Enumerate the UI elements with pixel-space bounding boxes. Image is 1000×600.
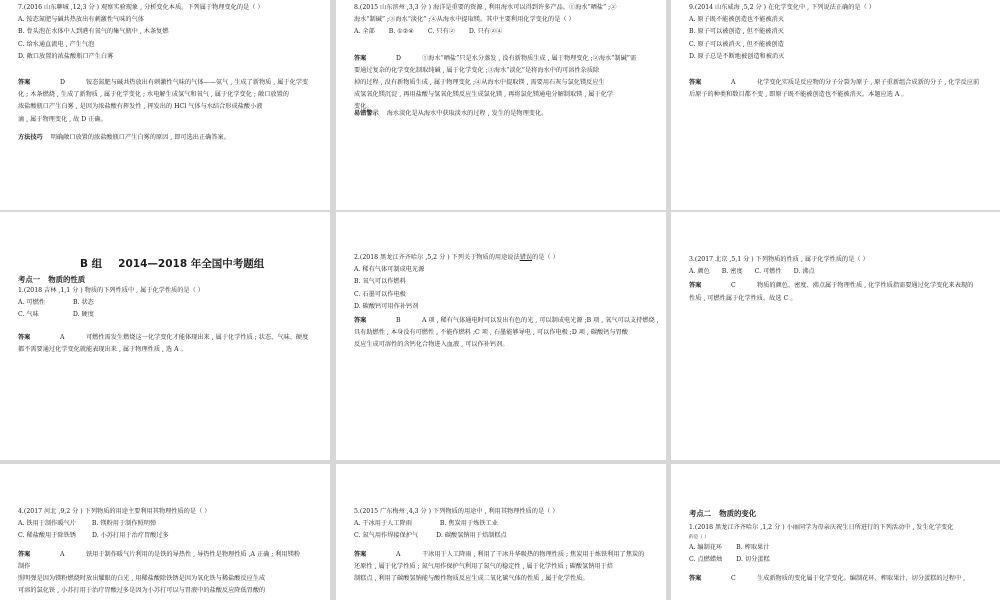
option-d: D. 碳酸氢钠用于焙制糕点 <box>436 532 507 540</box>
answer-line: 后原子的种类和数目都不变 , 即原子既不能被创造也不能被消灭。本题应选 A 。 <box>689 91 908 99</box>
answer-line: 浓盐酸瓶口产生白雾 , 是因为浓盐酸有挥发性 , 挥发出的 HCl 气体与水结合形成盐酸小液 <box>18 103 263 111</box>
answer-label: 答案 <box>689 282 702 290</box>
options-row <box>18 518 314 530</box>
options-row <box>18 530 314 542</box>
option-b: B. 镁粉用于制作照明弹 <box>91 520 157 528</box>
page-3[interactable] <box>671 0 1000 210</box>
page-2[interactable] <box>336 0 666 210</box>
answer-text: 化学变化实质是反应物的分子分裂为原子 , 原子重新组合成新的分子 , 化学反应前 <box>757 79 980 87</box>
section-number: 考点二 <box>689 509 712 518</box>
option-b: B. 状态 <box>72 299 94 307</box>
options-row <box>354 518 650 530</box>
answer-line: 变化。 <box>354 103 373 111</box>
question-9: 9.(2014 山东威海 ,5,2 分 ) 在化学变化中 , 下列说法正确的是（ ） <box>689 4 875 11</box>
answer-label: 答案 <box>689 574 702 582</box>
option-c: C. 稀盐酸用于除铁锈 <box>18 532 76 540</box>
option-c: C. 给水通直流电 , 产生气泡 <box>18 40 95 48</box>
option-d: D. 只有②④ <box>468 28 503 36</box>
option-c: C. 氮气用作焊接保护气 <box>354 532 419 540</box>
option-a: A. 原子既不能被创造也不能被消灭 <box>689 16 785 24</box>
answer-block <box>354 53 650 114</box>
answer-line: 具有助燃性 , 本身没有可燃性 , 不能作燃料 ;C 项 , 石墨能够导电 , 可以作电极 ;D 项 , 碳酸钙与胃酸 <box>354 329 628 337</box>
option-c: C. 气味 <box>18 311 39 319</box>
answer-line: 性质 , 可燃性属于化学性质。故选 C 。 <box>689 294 797 302</box>
answer-line: 反应生成可溶性的含钙化合物进入血液 , 可以作补钙剂。 <box>354 341 509 349</box>
answer-text: 铁用于制作暖气片利用的是铁的导热性 , 导热性是物理性质 ,A 正确 ; 利用镁粉 <box>86 550 301 558</box>
option-d: D. 硬度 <box>72 311 94 319</box>
question-4: 4.(2017 河北 ,9,2 分 ) 下列物质的用途主要利用其物理性质的是（ ） <box>18 508 211 515</box>
answer-block <box>689 573 984 585</box>
answer-key: D <box>60 79 65 87</box>
answer-line: 制糕点 , 利用了碳酸氢钠能与酸性物质反应生成二氧化碳气体的性质 , 属于化学性质。 <box>354 575 589 583</box>
option-a: A. 颜色 <box>689 268 710 276</box>
emphasis-word: 错误 <box>519 254 533 261</box>
answer-key: C <box>731 574 736 582</box>
question-1: 1.(2018 吉林 ,1,1 分 ) 物质的下列性质中 , 属于化学性质的是（ ） <box>18 287 204 294</box>
section-name: 物质的性质 <box>48 275 86 284</box>
answer-text: 生成新物质的变化属于化学变化。编制花环、榨取果汁、切分蛋糕的过程中 , <box>757 574 966 582</box>
option-d: D. 碳酸钙可用作补钙剂 <box>354 302 419 310</box>
group-title <box>18 256 314 271</box>
answer-line: 还原性 , 属于化学性质 ; 氮气用作保护气利用了氮气的稳定性 , 属于化学性质 ; 碳酸氢钠用于焙 <box>354 562 613 570</box>
section-heading <box>689 508 984 519</box>
option-c: C. 可燃性 <box>754 268 782 276</box>
option-d: D. 原子总是不断地被创造和被消灭 <box>689 52 785 60</box>
answer-block <box>354 549 650 586</box>
option-d: D. 小苏打用于治疗胃酸过多 <box>91 532 169 540</box>
option-d: D. 沸点 <box>793 268 815 276</box>
option-b: B. 原子可以被创造 , 但不能被消灭 <box>689 28 784 36</box>
tip-label: 易错警示 <box>354 109 379 117</box>
options-row <box>689 542 984 554</box>
answer-label: 答案 <box>18 79 31 87</box>
question-8-cont: 海水“制碱” ;③海水“淡化” ;④从海水中提取镁。其中主要利用化学变化的是（ ） <box>354 16 575 24</box>
section-heading <box>18 274 314 285</box>
option-b: B. 密度 <box>721 268 743 276</box>
method-tip <box>18 132 314 144</box>
question-1: 1.(2018 黑龙江齐齐哈尔 ,1,2 分 ) 小丽同学为母亲庆祝生日所进行的下列活动中 , 发生化学变化 <box>689 524 954 531</box>
page-7[interactable] <box>0 464 330 600</box>
option-a: A. 铁用于制作暖气片 <box>18 520 76 528</box>
question-3: 3.(2017 北京 ,5,1 分 ) 下列物质的性质 , 属于化学性质的是（ ） <box>689 256 869 263</box>
answer-key: A <box>396 550 401 558</box>
answer-line: 可溶的氯化铁 , 小苏打用于治疗胃酸过多是因为小苏打可以与胃液中的盐酸反应降低胃酸的 <box>18 587 266 595</box>
answer-line: 化 ; 木条燃烧 , 生成了新物质 , 属于化学变化 ; 水电解生成氢气和氧气 , 属于化学变化 ; 敞口放置的 <box>18 91 289 99</box>
answer-line: 都不需要通过化学变化就能表现出来 , 属于物理性质 , 选 A 。 <box>18 345 187 353</box>
answer-key: A <box>731 79 736 87</box>
question-1-cont: 的是（ ） <box>689 535 709 541</box>
option-d: D. 敞口放置的浓盐酸瓶口产生白雾 <box>18 52 114 60</box>
answer-label: 答案 <box>18 333 31 341</box>
option-b: B. 氧气可以作燃料 <box>354 278 406 286</box>
option-c: C. 石墨可以作电极 <box>354 290 406 298</box>
options-row <box>354 530 650 542</box>
options-row <box>689 554 984 566</box>
answer-block <box>689 280 984 304</box>
option-a: A. 稀有气体可制成电光源 <box>354 266 425 274</box>
answer-text: 铵态氮肥与碱共热放出有刺激性气味的气体——氨气 , 生成了新物质 , 属于化学变 <box>86 79 309 87</box>
answer-text: 可燃性需发生燃烧这一化学变化才能体现出来 , 属于化学性质 ; 状态、气味、硬度 <box>86 333 309 341</box>
question-2: 2.(2018 黑龙江齐齐哈尔 ,5,2 分 ) 下列关于物质的用途说法错误的是（ ） <box>354 254 559 261</box>
page-5[interactable] <box>336 212 666 460</box>
tip-text: 明确敞口放置的浓盐酸瓶口产生白雾的原因 , 即可选出正确答案。 <box>50 133 230 141</box>
options-row <box>18 309 314 321</box>
option-c: C. 点燃蜡烛 <box>689 556 723 564</box>
option-c: C. 只有② <box>427 28 455 36</box>
answer-key: A <box>60 550 65 558</box>
answer-line: 掉的过程 , 没有新物质生成 , 属于物理变化 ;④从海水中提取镁 , 需要用石灰与氯化镁反应生 <box>354 79 605 87</box>
option-a: A. 干冰用于人工降雨 <box>354 520 412 528</box>
answer-block <box>18 77 314 126</box>
option-b: B. ①②④ <box>388 28 414 36</box>
question-5: 5.(2015 广东梅州 ,4,3 分 ) 下列物质的用途中 , 利用其物理性质的是（ ） <box>354 508 559 515</box>
page-8[interactable] <box>336 464 666 600</box>
tip-text: 海水淡化是从海水中获取淡水的过程 , 发生的是物理变化。 <box>386 109 548 117</box>
option-a: A. 编制花环 <box>689 544 723 552</box>
option-b: B. 焦炭用于炼铁工业 <box>439 520 498 528</box>
answer-block <box>354 315 659 352</box>
section-number: 考点一 <box>18 275 41 284</box>
group-letter: B 组 <box>80 258 103 270</box>
options-row <box>18 297 314 309</box>
answer-key: B <box>396 317 401 325</box>
group-text: 2014—2018 年全国中考题组 <box>118 258 265 270</box>
answer-text: 物质的颜色、密度、沸点属于物理性质 , 化学性质指需要通过化学变化来表现的 <box>757 282 974 290</box>
question-7: 7.(2016 山东聊城 ,12,3 分 ) 观察实验现象 , 分析变化本质。下列属于物理变化的是（ ） <box>18 4 264 11</box>
answer-text: ①海水“晒盐”只是水分蒸发 , 没有新物质生成 , 属于物理变化 ;②海水“制碱”需 <box>422 54 637 62</box>
answer-key: A <box>60 333 65 341</box>
error-warning <box>354 108 650 120</box>
answer-block <box>689 77 984 101</box>
option-d: D. 切分蛋糕 <box>736 556 770 564</box>
answer-label: 答案 <box>18 550 31 558</box>
answer-key: D <box>396 54 401 62</box>
answer-line: 成氢氧化镁沉淀 , 再用盐酸与氢氧化镁反应生成氯化镁 , 再将氯化镁通电分解制取镁 , 属于化学 <box>354 91 614 99</box>
answer-label: 答案 <box>354 54 367 62</box>
tip-label: 方法技巧 <box>18 133 43 141</box>
answer-text: 干冰用于人工降雨 , 利用了干冰升华吸热的物理性质 ; 焦炭用于炼铁利用了焦炭的 <box>422 550 645 558</box>
question-8: 8.(2015 山东滨州 ,3,3 分 ) 海洋是重要的资源 , 利用海水可以得到许多产品。①海水“晒盐” ;② <box>354 4 617 11</box>
answer-line: 照明弹是因为镁粉燃烧时放出耀眼的白光 , 用稀盐酸除铁锈是因为氧化铁与稀盐酸反应生成 <box>18 575 266 583</box>
answer-block <box>18 332 314 356</box>
option-c: C. 原子可以被消灭 , 但不能被创造 <box>689 40 784 48</box>
page-6[interactable] <box>671 212 1000 460</box>
page-9[interactable] <box>671 464 1000 600</box>
answer-line: 滴 , 属于物理变化 , 故 D 正确。 <box>18 115 107 123</box>
page-4[interactable] <box>0 212 330 460</box>
answer-line: 制作 <box>18 562 31 570</box>
option-a: A. 全部 <box>354 28 375 36</box>
option-a: A. 铵态氮肥与碱共热放出有刺激性气味的气体 <box>18 16 144 24</box>
answer-label: 答案 <box>354 550 367 558</box>
answer-text: A 项 , 稀有气体通电时可以发出有色的光 , 可以制成电光源 ;B 项 , 氧气可以支持燃烧 , <box>422 317 659 325</box>
answer-key: C <box>731 282 736 290</box>
options-row <box>689 266 984 278</box>
section-name: 物质的变化 <box>719 509 757 518</box>
answer-label: 答案 <box>689 79 702 87</box>
option-b: B. 榨取果汁 <box>736 544 770 552</box>
option-a: A. 可燃性 <box>18 299 45 307</box>
answer-label: 答案 <box>354 317 367 325</box>
answer-block <box>18 549 314 598</box>
answer-line: 要通过复杂的化学变化制取纯碱 , 属于化学变化 ;③海水“淡化”是将海水中的可溶性杂质除 <box>354 66 600 74</box>
options-row <box>354 26 650 38</box>
page-1[interactable] <box>0 0 330 210</box>
option-b: B. 骨头泡在水体中人到港有氧气的集气瓶中 , 木条复燃 <box>18 28 169 36</box>
